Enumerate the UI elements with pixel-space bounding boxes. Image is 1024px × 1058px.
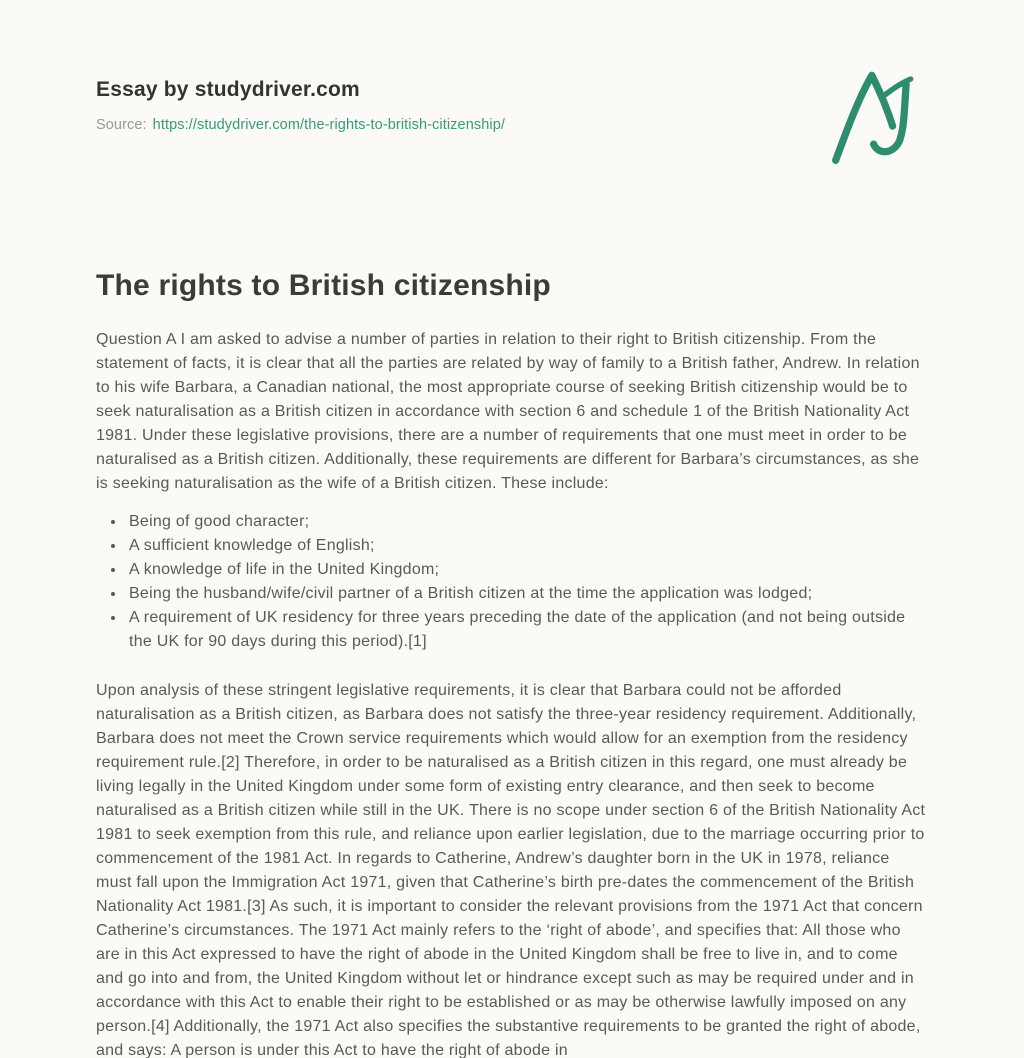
requirements-list	[96, 510, 928, 654]
list-item-life-in-uk: • A knowledge of life in the United Kingdom;	[126, 558, 928, 582]
list-item-residency-requirement: • A requirement of UK residency for three years preceding the date of the application (and not being outside the UK for 90 days during this period).[1]	[126, 606, 928, 654]
source-url-link[interactable]: https://studydriver.com/the-rights-to-british-citizenship/	[152, 117, 505, 133]
list-item-good-character: • Being of good character;	[126, 510, 928, 534]
list-item-english-knowledge: • A sufficient knowledge of English;	[126, 534, 928, 558]
source-line	[96, 117, 505, 133]
header-text-block	[96, 78, 505, 133]
studydriver-logo-icon	[826, 70, 914, 164]
document-header	[96, 78, 928, 169]
source-label: Source:	[96, 117, 147, 133]
essay-by-heading: Essay by studydriver.com	[96, 78, 360, 101]
article-paragraph-2: Upon analysis of these stringent legislative requirements, it is clear that Barbara could not be afforded naturalisation as a British citizen, as Barbara does not satisfy the three-year residency requirement. Additionally, Barbara does not meet the Crown service requirements which would allow for an exemption from the residency requirement rule.[2] Therefore, in order to be naturalised as a British citizen in this regard, one must already be living legally in the United Kingdom under some form of existing entry clearance, and then seek to become naturalised as a British citizen while still in the UK. There is no scope under section 6 of the British Nationality Act 1981 to seek exemption from this rule, and reliance upon earlier legislation, due to the marriage occurring prior to commencement of the 1981 Act. In regards to Catherine, Andrew’s daughter born in the UK in 1978, reliance must fall upon the Immigration Act 1971, given that Catherine’s birth pre-dates the commencement of the British Nationality Act 1981.[3] As such, it is important to consider the relevant provisions from the 1971 Act that concern Catherine’s circumstances. The 1971 Act mainly refers to the ‘right of abode’, and specifies that: All those who are in this Act expressed to have the right of abode in the United Kingdom shall be free to live in, and to come and go into and from, the United Kingdom without let or hindrance except such as may be required under and in accordance with this Act to enable their right to be established or as may be otherwise lawfully imposed on any person.[4] Additionally, the 1971 Act also specifies the substantive requirements to be granted the right of abode, and says: A person is under this Act to have the right of abode in	[96, 682, 926, 1058]
list-item-partner-of-citizen: • Being the husband/wife/civil partner of a British citizen at the time the application was lodged;	[126, 582, 928, 606]
article-paragraph-1: Question A I am asked to advise a number of parties in relation to their right to British citizenship. From the statement of facts, it is clear that all the parties are related by way of family to a British father, Andrew. In relation to his wife Barbara, a Canadian national, the most appropriate course of seeking British citizenship would be to seek naturalisation as a British citizen in accordance with section 6 and schedule 1 of the British Nationality Act 1981. Under these legislative provisions, there are a number of requirements that one must meet in order to be naturalised as a British citizen. Additionally, these requirements are different for Barbara’s circumstances, as she is seeking naturalisation as the wife of a British citizen. These include:	[96, 331, 920, 492]
article-title: The rights to British citizenship	[96, 269, 551, 302]
studydriver-logo	[826, 70, 914, 169]
